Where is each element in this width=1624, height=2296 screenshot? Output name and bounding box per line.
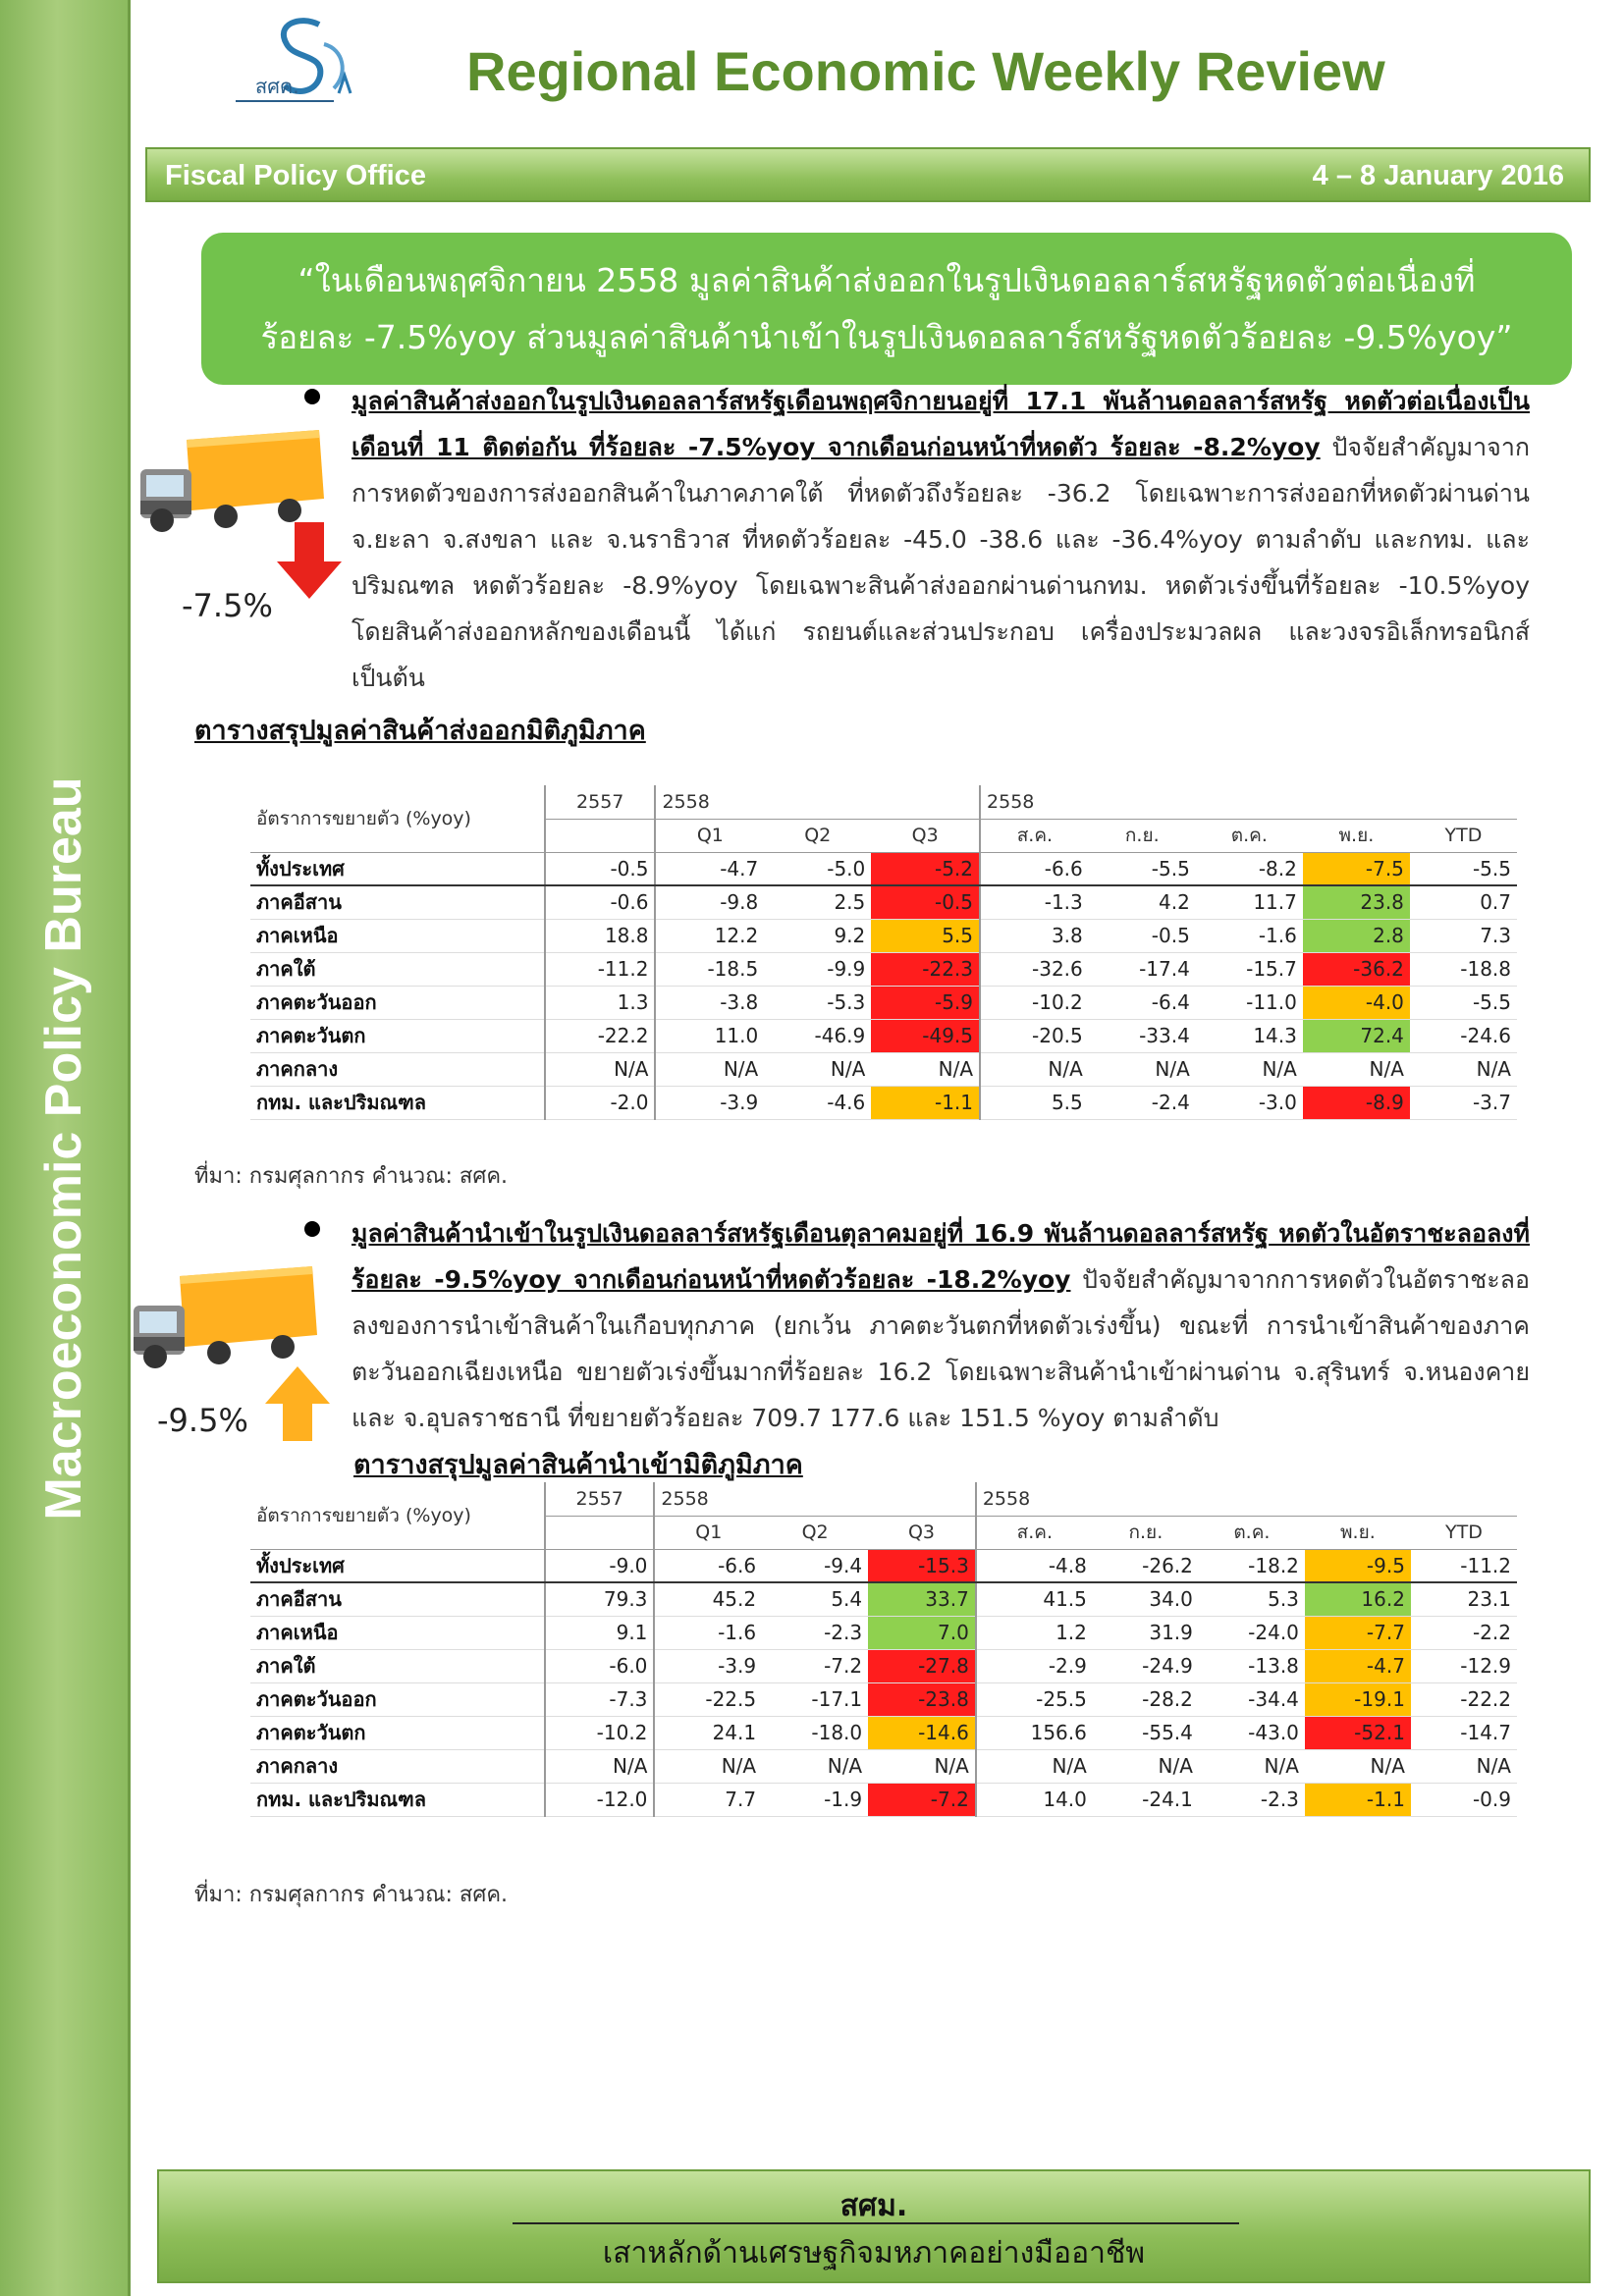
cell-value: -11.2 [545,952,655,986]
document-title: Regional Economic Weekly Review [466,40,1385,102]
cell-value: -49.5 [871,1019,980,1052]
cell-value: 33.7 [868,1582,976,1616]
cell-value: -7.7 [1305,1616,1411,1649]
quote-line-2: ร้อยละ -7.5%yoy ส่วนมูลค่าสินค้านำเข้าในรูปเงินดอลลาร์สหรัฐหดตัวร้อยละ -9.5%yoy” [260,318,1513,356]
cell-value: 5.5 [871,919,980,952]
cell-value: -0.6 [545,885,655,919]
cell-value: 0.7 [1410,885,1517,919]
cell-value: -26.2 [1093,1549,1199,1582]
cell-value: -5.5 [1410,986,1517,1019]
table-row [250,1682,1517,1716]
header-col: YTD [1410,819,1517,852]
cell-value: -18.2 [1199,1549,1305,1582]
cell-value: 5.5 [980,1086,1089,1119]
header-blank [545,819,655,852]
table-row [250,986,1517,1019]
cell-value: -22.2 [545,1019,655,1052]
table-row [250,1649,1517,1682]
header-year-2558-months: 2558 [976,1482,1517,1516]
footer-slogan: เสาหลักด้านเศรษฐกิจมหภาคอย่างมืออาชีพ [602,2236,1146,2270]
footer [157,2169,1591,2283]
row-label: ทั้งประเทศ [250,852,545,885]
cell-value: 156.6 [976,1716,1093,1749]
cell-value: -5.3 [764,986,871,1019]
cell-value: -11.2 [1411,1549,1517,1582]
import-table-title: ตารางสรุปมูลค่าสินค้านำเข้ามิติภูมิภาค [353,1450,803,1480]
cell-value: 34.0 [1093,1582,1199,1616]
header-bar [145,147,1591,202]
header-col: Q1 [654,1516,762,1549]
cell-value: -3.0 [1196,1086,1303,1119]
table-row [250,1549,1517,1582]
report-date: 4 – 8 January 2016 [1312,160,1564,191]
cell-value: -2.3 [1199,1783,1305,1816]
table-row [250,1582,1517,1616]
cell-value: N/A [1411,1749,1517,1783]
cell-value: -3.7 [1410,1086,1517,1119]
cell-value: 2.5 [764,885,871,919]
cell-value: 18.8 [545,919,655,952]
header-col: พ.ย. [1305,1516,1411,1549]
cell-value: -1.6 [1196,919,1303,952]
quote-line-1: “ในเดือนพฤศจิกายน 2558 มูลค่าสินค้าส่งออกในรูปเงินดอลลาร์สหรัฐหดตัวต่อเนื่องที่ [298,261,1476,299]
cell-value: 9.1 [545,1616,654,1649]
cell-value: 14.0 [976,1783,1093,1816]
cell-value: 11.7 [1196,885,1303,919]
cell-value: -24.9 [1093,1649,1199,1682]
cell-value: N/A [1196,1052,1303,1086]
cell-value: N/A [545,1052,655,1086]
logo-text: สศค. [255,75,299,98]
cell-value: -18.8 [1410,952,1517,986]
export-paragraph [352,378,1530,701]
cell-value: -1.1 [871,1086,980,1119]
header-year-2558-quarters: 2558 [655,785,980,819]
cell-value: -34.4 [1199,1682,1305,1716]
export-highlight: มูลค่าสินค้าส่งออกในรูปเงินดอลลาร์สหรัฐเดือนพฤศจิกายนอยู่ที่ 17.1 พันล้านดอลลาร์สหรัฐ หดตัวต่อเนื่องเป็นเดือนที่ 11 ติดต่อกัน ที่ร้อยละ -7.5%yoy จากเดือนก่อนหน้าที่หดตัว ร้อยละ -8.2%yoy [352,387,1530,461]
cell-value: N/A [1410,1052,1517,1086]
footer-divider [513,2222,1239,2224]
cell-value: -7.3 [545,1682,654,1716]
header-label: อัตราการขยายตัว (%yoy) [250,1482,545,1549]
cell-value: N/A [545,1749,654,1783]
row-label: ภาคตะวันออก [250,1682,545,1716]
row-label: ภาคเหนือ [250,919,545,952]
row-label: ภาคใต้ [250,1649,545,1682]
cell-value: -0.5 [545,852,655,885]
header-col: ก.ย. [1089,819,1196,852]
cell-value: 7.7 [654,1783,762,1816]
cell-value: -17.4 [1089,952,1196,986]
cell-value: 41.5 [976,1582,1093,1616]
header-col: ส.ค. [980,819,1089,852]
cell-value: N/A [1089,1052,1196,1086]
cell-value: 1.3 [545,986,655,1019]
export-change-label: -7.5% [182,587,273,624]
cell-value: -8.9 [1303,1086,1410,1119]
cell-value: 4.2 [1089,885,1196,919]
cell-value: -36.2 [1303,952,1410,986]
cell-value: -6.6 [654,1549,762,1582]
cell-value: -6.0 [545,1649,654,1682]
cell-value: -13.8 [1199,1649,1305,1682]
row-label: ภาคกลาง [250,1052,545,1086]
cell-value: -22.3 [871,952,980,986]
cell-value: -4.8 [976,1549,1093,1582]
cell-value: 23.8 [1303,885,1410,919]
cell-value: -9.5 [1305,1549,1411,1582]
cell-value: 16.2 [1305,1582,1411,1616]
cell-value: 24.1 [654,1716,762,1749]
cell-value: -11.0 [1196,986,1303,1019]
header-col: ส.ค. [976,1516,1093,1549]
cell-value: -5.9 [871,986,980,1019]
cell-value: 79.3 [545,1582,654,1616]
cell-value: -46.9 [764,1019,871,1052]
table-row [250,1749,1517,1783]
cell-value: 5.4 [762,1582,868,1616]
cell-value: -2.2 [1411,1616,1517,1649]
cell-value: -5.2 [871,852,980,885]
cell-value: 45.2 [654,1582,762,1616]
cell-value: -27.8 [868,1649,976,1682]
export-source: ที่มา: กรมศุลกากร คำนวณ: สศค. [194,1164,509,1189]
cell-value: -4.7 [655,852,764,885]
cell-value: -7.2 [762,1649,868,1682]
cell-value: -19.1 [1305,1682,1411,1716]
cell-value: N/A [654,1749,762,1783]
cell-value: 12.2 [655,919,764,952]
cell-value: 1.2 [976,1616,1093,1649]
table-row [250,1086,1517,1119]
cell-value: -2.9 [976,1649,1093,1682]
row-label: ภาคอีสาน [250,1582,545,1616]
cell-value: -17.1 [762,1682,868,1716]
cell-value: N/A [976,1749,1093,1783]
cell-value: -1.3 [980,885,1089,919]
cell-value: 23.1 [1411,1582,1517,1616]
summary-quote [201,233,1572,385]
import-change-label: -9.5% [157,1402,248,1439]
cell-value: -18.0 [762,1716,868,1749]
table-row [250,1616,1517,1649]
office-name: Fiscal Policy Office [165,160,426,191]
header-col: Q1 [655,819,764,852]
import-paragraph [352,1210,1530,1441]
cell-value: 11.0 [655,1019,764,1052]
arrow-up-icon [263,1364,332,1443]
cell-value: -28.2 [1093,1682,1199,1716]
cell-value: -14.6 [868,1716,976,1749]
sidebar-title: Macroeconomic Policy Bureau [35,776,92,1521]
cell-value: N/A [980,1052,1089,1086]
header-year-2558-quarters: 2558 [654,1482,975,1516]
table-row [250,952,1517,986]
header-year-2557: 2557 [545,785,655,819]
header-year-2558-months: 2558 [980,785,1517,819]
header-blank [545,1516,654,1549]
cell-value: -5.5 [1410,852,1517,885]
cell-value: -24.6 [1410,1019,1517,1052]
sidebar [0,0,131,2296]
row-label: กทม. และปริมณฑล [250,1783,545,1816]
cell-value: -1.9 [762,1783,868,1816]
cell-value: 14.3 [1196,1019,1303,1052]
cell-value: N/A [868,1749,976,1783]
cell-value: 2.8 [1303,919,1410,952]
row-label: ทั้งประเทศ [250,1549,545,1582]
cell-value: N/A [762,1749,868,1783]
cell-value: 3.8 [980,919,1089,952]
cell-value: -22.2 [1411,1682,1517,1716]
header-col: พ.ย. [1303,819,1410,852]
cell-value: -7.5 [1303,852,1410,885]
cell-value: -6.4 [1089,986,1196,1019]
cell-value: 5.3 [1199,1582,1305,1616]
row-label: ภาคเหนือ [250,1616,545,1649]
export-body: ปัจจัยสำคัญมาจากการหดตัวของการส่งออกสินค้าในภาคภาคใต้ ที่หดตัวถึงร้อยละ -36.2 โดยเฉพาะการส่งออกที่หดตัวผ่านด่านจ.ยะลา จ.สงขลา และ จ.นราธิวาส ที่หดตัวร้อยละ -45.0 -38.6 และ -36.4%yoy ตามลำดับ และกทม. และปริมณฑล หดตัวร้อยละ -8.9%yoy โดยเฉพาะสินค้าส่งออกผ่านด่านกทม. หดตัวเร่งขึ้นที่ร้อยละ -10.5%yoy โดยสินค้าส่งออกหลักของเดือนนี้ ได้แก่ รถยนต์และส่วนประกอบ เครื่องประมวลผล และวงจรอิเล็กทรอนิกส์ เป็นต้น [352,433,1530,692]
header-col: ก.ย. [1093,1516,1199,1549]
bullet [304,1221,320,1237]
cell-value: N/A [655,1052,764,1086]
cell-value: -15.7 [1196,952,1303,986]
export-table [250,785,1517,1120]
cell-value: -24.0 [1199,1616,1305,1649]
cell-value: -1.1 [1305,1783,1411,1816]
fpo-logo-icon [226,15,373,123]
cell-value: -9.8 [655,885,764,919]
cell-value: -12.0 [545,1783,654,1816]
import-highlight: มูลค่าสินค้านำเข้าในรูปเงินดอลลาร์สหรัฐเดือนตุลาคมอยู่ที่ 16.9 พันล้านดอลลาร์สหรัฐ หดตัวในอัตราชะลอลงที่ร้อยละ -9.5%yoy จากเดือนก่อนหน้าที่หดตัวร้อยละ -18.2%yoy [352,1219,1530,1294]
cell-value: -23.8 [868,1682,976,1716]
header-col: YTD [1411,1516,1517,1549]
table-header-row [250,1482,1517,1516]
cell-value: 72.4 [1303,1019,1410,1052]
export-table-title: ตารางสรุปมูลค่าสินค้าส่งออกมิติภูมิภาค [194,716,646,746]
cell-value: -43.0 [1199,1716,1305,1749]
cell-value: -7.2 [868,1783,976,1816]
cell-value: -4.0 [1303,986,1410,1019]
cell-value: -25.5 [976,1682,1093,1716]
header-col: Q2 [764,819,871,852]
cell-value: -10.2 [980,986,1089,1019]
table-row [250,1716,1517,1749]
cell-value: 7.0 [868,1616,976,1649]
cell-value: 7.3 [1410,919,1517,952]
cell-value: -1.6 [654,1616,762,1649]
truck-icon [126,1266,322,1374]
cell-value: -4.7 [1305,1649,1411,1682]
table-header-row [250,785,1517,819]
cell-value: -2.3 [762,1616,868,1649]
cell-value: N/A [764,1052,871,1086]
cell-value: N/A [1093,1749,1199,1783]
row-label: ภาคอีสาน [250,885,545,919]
row-label: ภาคกลาง [250,1749,545,1783]
cell-value: -5.5 [1089,852,1196,885]
cell-value: -22.5 [654,1682,762,1716]
cell-value: -9.0 [545,1549,654,1582]
header-col: Q3 [871,819,980,852]
table-row [250,1019,1517,1052]
cell-value: -6.6 [980,852,1089,885]
cell-value: -9.4 [762,1549,868,1582]
table-row [250,1052,1517,1086]
row-label: กทม. และปริมณฑล [250,1086,545,1119]
cell-value: N/A [871,1052,980,1086]
header-col: ต.ค. [1199,1516,1305,1549]
cell-value: -55.4 [1093,1716,1199,1749]
cell-value: -5.0 [764,852,871,885]
cell-value: N/A [1199,1749,1305,1783]
cell-value: N/A [1303,1052,1410,1086]
cell-value: 31.9 [1093,1616,1199,1649]
cell-value: -4.6 [764,1086,871,1119]
table-row [250,852,1517,885]
cell-value: -2.4 [1089,1086,1196,1119]
cell-value: -3.9 [655,1086,764,1119]
cell-value: -10.2 [545,1716,654,1749]
header-col: ต.ค. [1196,819,1303,852]
cell-value: -32.6 [980,952,1089,986]
cell-value: -33.4 [1089,1019,1196,1052]
cell-value: -3.8 [655,986,764,1019]
cell-value: -0.9 [1411,1783,1517,1816]
cell-value: -9.9 [764,952,871,986]
row-label: ภาคตะวันตก [250,1716,545,1749]
cell-value: -8.2 [1196,852,1303,885]
cell-value: -24.1 [1093,1783,1199,1816]
cell-value: -18.5 [655,952,764,986]
table-row [250,885,1517,919]
import-table [250,1482,1517,1817]
cell-value: -3.9 [654,1649,762,1682]
bullet [304,389,320,404]
row-label: ภาคตะวันออก [250,986,545,1019]
footer-org: สศม. [839,2189,908,2223]
cell-value: N/A [1305,1749,1411,1783]
header-col: Q2 [762,1516,868,1549]
cell-value: -12.9 [1411,1649,1517,1682]
header-label: อัตราการขยายตัว (%yoy) [250,785,545,852]
cell-value: -2.0 [545,1086,655,1119]
cell-value: 9.2 [764,919,871,952]
cell-value: -0.5 [871,885,980,919]
cell-value: -14.7 [1411,1716,1517,1749]
header-year-2557: 2557 [545,1482,654,1516]
cell-value: -15.3 [868,1549,976,1582]
row-label: ภาคตะวันตก [250,1019,545,1052]
cell-value: -20.5 [980,1019,1089,1052]
table-row [250,1783,1517,1816]
arrow-down-icon [275,522,344,601]
table-row [250,919,1517,952]
import-source: ที่มา: กรมศุลกากร คำนวณ: สศค. [194,1883,509,1907]
header-col: Q3 [868,1516,976,1549]
import-body: ปัจจัยสำคัญมาจากการหดตัวในอัตราชะลอลงของการนำเข้าสินค้าในเกือบทุกภาค (ยกเว้น ภาคตะวันตกที่หดตัวเร่งขึ้น) ขณะที่ การนำเข้าสินค้าของภาคตะวันออกเฉียงเหนือ ขยายตัวเร่งขึ้นมากที่ร้อยละ 16.2 โดยเฉพาะสินค้านำเข้าผ่านด่าน จ.สุรินทร์ จ.หนองคาย และ จ.อุบลราชธานี ที่ขยายตัวร้อยละ 709.7 177.6 และ 151.5 %yoy ตามลำดับ [352,1265,1530,1432]
cell-value: -52.1 [1305,1716,1411,1749]
row-label: ภาคใต้ [250,952,545,986]
cell-value: -0.5 [1089,919,1196,952]
